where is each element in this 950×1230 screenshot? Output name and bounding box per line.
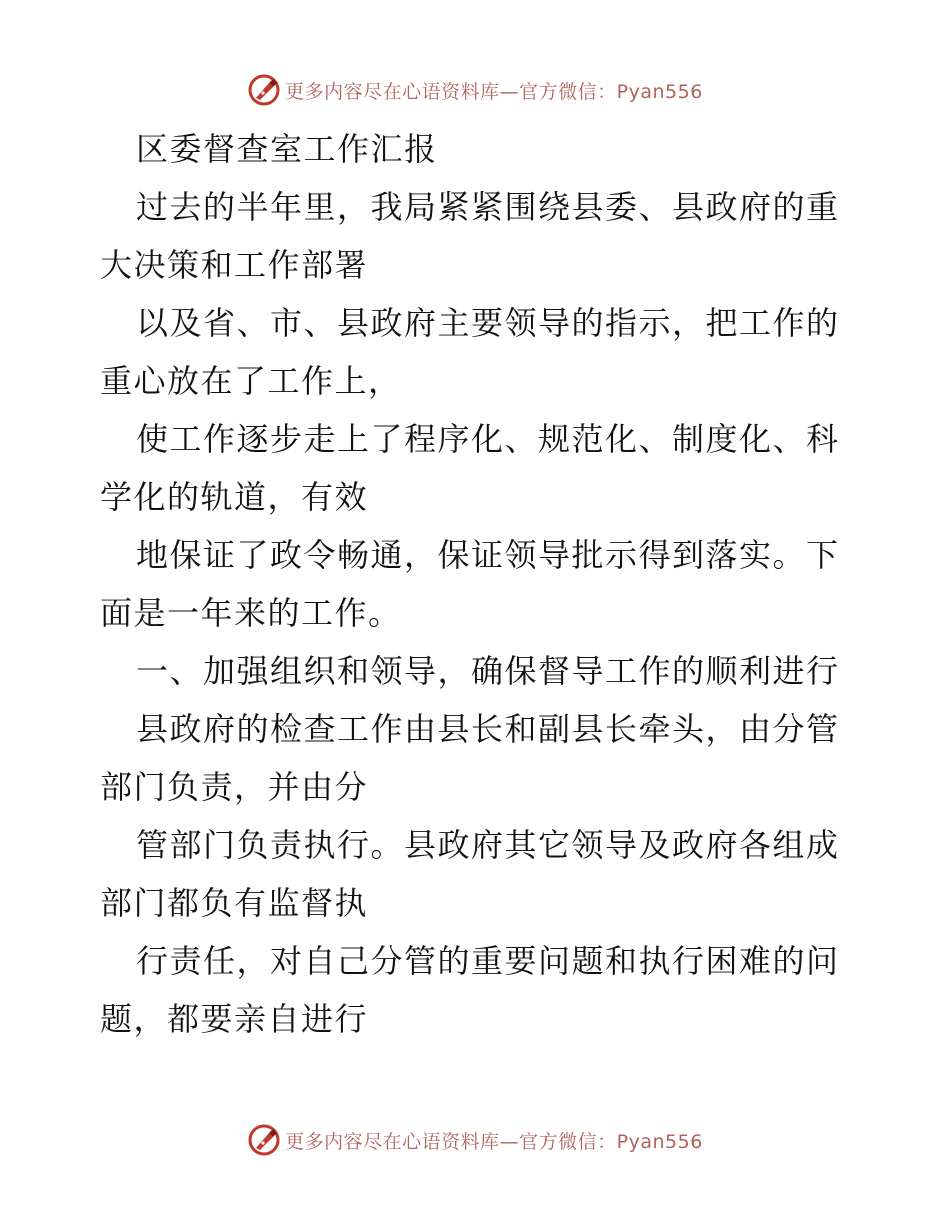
document-title: 区委督查室工作汇报 <box>136 130 438 168</box>
paragraph-line: 行责任，对自己分管的重要问题和执行困难的问 <box>136 942 840 980</box>
paragraph-line: 面是一年来的工作。 <box>100 594 402 632</box>
section-heading: 一、加强组织和领导，确保督导工作的顺利进行 <box>136 652 840 690</box>
watermark-text: 更多内容尽在心语资料库—官方微信：Pyan556 <box>285 80 703 103</box>
paragraph-line: 大决策和工作部署 <box>100 246 369 284</box>
paragraph-line: 重心放在了工作上， <box>100 362 402 400</box>
paragraph-line: 使工作逐步走上了程序化、规范化、制度化、科 <box>136 420 840 458</box>
paragraph-line: 县政府的检查工作由县长和副县长牵头，由分管 <box>136 710 840 748</box>
paragraph-line: 部门负责，并由分 <box>100 768 369 806</box>
paragraph-line: 以及省、市、县政府主要领导的指示，把工作的 <box>136 304 840 342</box>
pen-nib-circle-icon <box>247 1123 281 1157</box>
paragraph-line: 学化的轨道，有效 <box>100 478 369 516</box>
paragraph-line: 管部门负责执行。县政府其它领导及政府各组成 <box>136 826 840 864</box>
paragraph-line: 题，都要亲自进行 <box>100 1000 369 1038</box>
pen-nib-circle-icon <box>247 73 281 107</box>
watermark-footer <box>0 1120 950 1160</box>
document-body <box>100 120 852 1048</box>
paragraph-line: 过去的半年里，我局紧紧围绕县委、县政府的重 <box>136 188 840 226</box>
paragraph-line: 地保证了政令畅通，保证领导批示得到落实。下 <box>136 536 840 574</box>
watermark-text: 更多内容尽在心语资料库—官方微信：Pyan556 <box>285 1130 703 1153</box>
watermark-header <box>0 70 950 110</box>
paragraph-line: 部门都负有监督执 <box>100 884 369 922</box>
